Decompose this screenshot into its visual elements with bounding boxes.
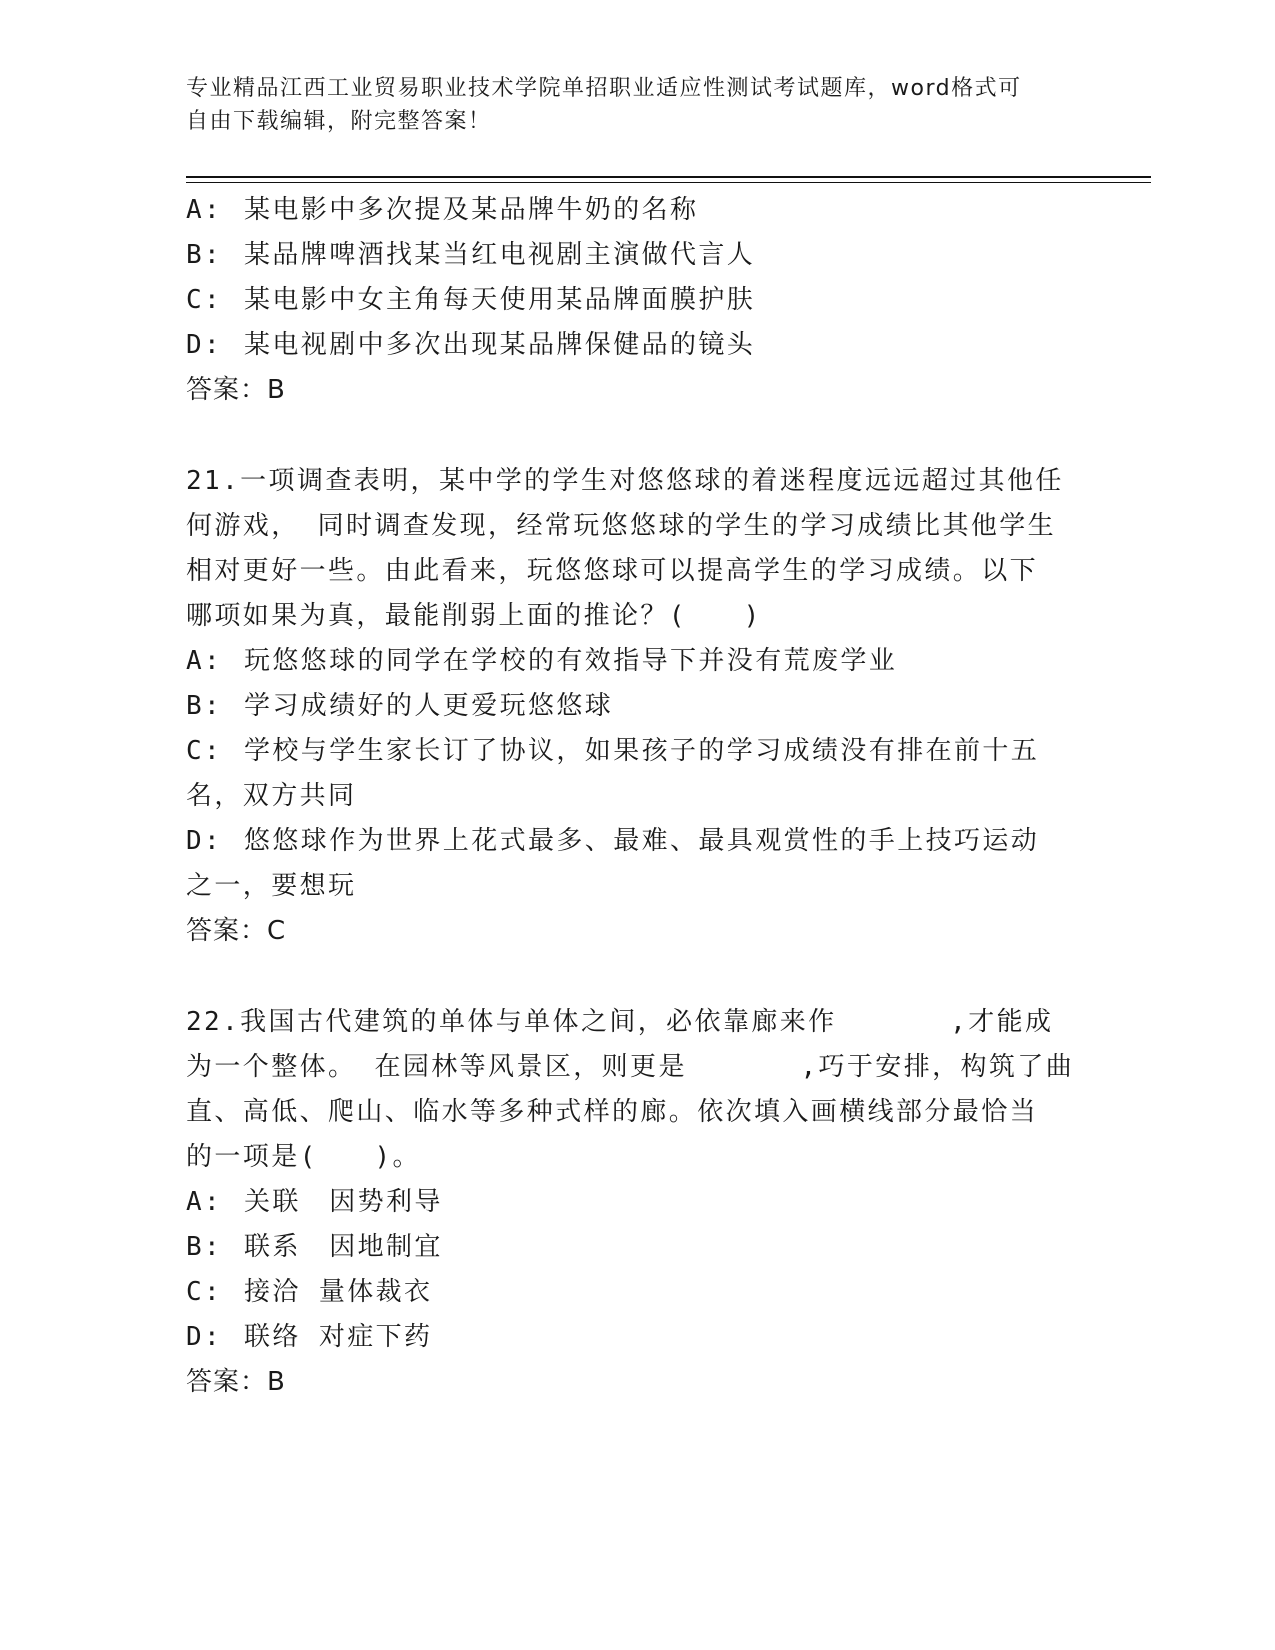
answer-line: 答案：B bbox=[186, 1367, 286, 1397]
option-c: C: 某电影中女主角每天使用某品牌面膜护肤 bbox=[186, 285, 756, 315]
option-d: D: 悠悠球作为世界上花式最多、最难、最具观赏性的手上技巧运动 bbox=[186, 826, 1040, 856]
header-line-1: 专业精品江西工业贸易职业技术学院单招职业适应性测试考试题库，word格式可 bbox=[186, 76, 1022, 101]
option-d-continued: 之一，要想玩 bbox=[186, 871, 357, 901]
option-c: C: 接洽 量体裁衣 bbox=[186, 1277, 433, 1307]
option-d: D: 某电视剧中多次出现某品牌保健品的镜头 bbox=[186, 330, 756, 360]
question-content bbox=[186, 188, 1086, 1405]
question-text-line: 直、高低、爬山、临水等多种式样的廊。依次填入画横线部分最恰当 bbox=[186, 1097, 1039, 1127]
option-b: B: 某品牌啤酒找某当红电视剧主演做代言人 bbox=[186, 240, 756, 270]
question-text-line: 为一个整体。 在园林等风景区，则更是 ,巧于安排，构筑了曲 bbox=[186, 1052, 1075, 1082]
question-text-line: 相对更好一些。由此看来，玩悠悠球可以提高学生的学习成绩。以下 bbox=[186, 556, 1039, 586]
answer-line: 答案：B bbox=[186, 375, 286, 405]
option-c-continued: 名，双方共同 bbox=[186, 781, 357, 811]
question-22 bbox=[186, 1000, 1086, 1405]
question-text-line: 的一项是( )。 bbox=[186, 1142, 421, 1172]
header-line-2: 自由下载编辑，附完整答案！ bbox=[186, 109, 492, 134]
question-text-line: 哪项如果为真，最能削弱上面的推论？( ) bbox=[186, 601, 762, 631]
question-20 bbox=[186, 188, 1086, 413]
option-b: B: 联系 因地制宜 bbox=[186, 1232, 443, 1262]
option-a: A: 关联 因势利导 bbox=[186, 1187, 443, 1217]
question-21 bbox=[186, 459, 1086, 954]
question-text-line: 22.我国古代建筑的单体与单体之间，必依靠廊来作 ,才能成 bbox=[186, 1007, 1054, 1037]
answer-line: 答案：C bbox=[186, 916, 287, 946]
option-c: C: 学校与学生家长订了协议，如果孩子的学习成绩没有排在前十五 bbox=[186, 736, 1040, 766]
page-header bbox=[186, 72, 1086, 138]
option-a: A: 某电影中多次提及某品牌牛奶的名称 bbox=[186, 195, 699, 225]
question-text-line: 21.一项调查表明，某中学的学生对悠悠球的着迷程度远远超过其他任 bbox=[186, 466, 1064, 496]
header-rule-thick bbox=[186, 176, 1151, 178]
question-text-line: 何游戏， 同时调查发现，经常玩悠悠球的学生的学习成绩比其他学生 bbox=[186, 511, 1057, 541]
option-b: B: 学习成绩好的人更爱玩悠悠球 bbox=[186, 691, 614, 721]
header-rule-thin bbox=[186, 182, 1151, 183]
option-a: A: 玩悠悠球的同学在学校的有效指导下并没有荒废学业 bbox=[186, 646, 898, 676]
option-d: D: 联络 对症下药 bbox=[186, 1322, 433, 1352]
